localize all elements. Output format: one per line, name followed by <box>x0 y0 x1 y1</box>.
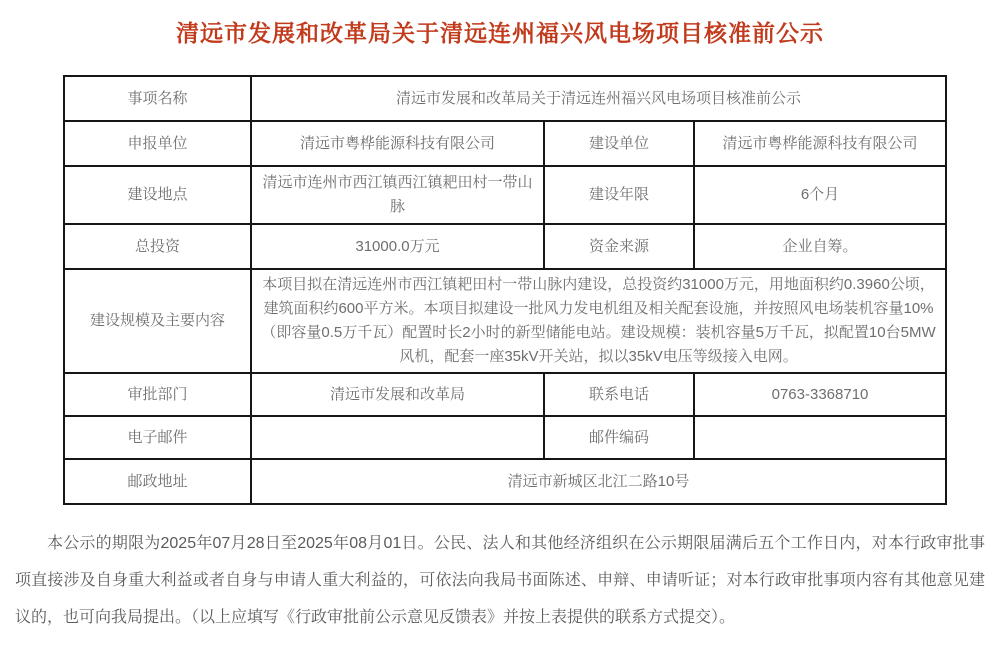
scale-content-label: 建设规模及主要内容 <box>64 269 251 373</box>
email-value <box>251 416 544 459</box>
mail-code-label: 邮件编码 <box>544 416 694 459</box>
fund-source-label: 资金来源 <box>544 224 694 269</box>
table-row <box>64 76 946 121</box>
postal-address-label: 邮政地址 <box>64 459 251 504</box>
total-invest-value: 31000.0万元 <box>251 224 544 269</box>
build-period-value: 6个月 <box>694 166 946 224</box>
declare-unit-label: 申报单位 <box>64 121 251 166</box>
fund-source-value: 企业自筹。 <box>694 224 946 269</box>
notice-paragraph: 本公示的期限为2025年07月28日至2025年08月01日。公民、法人和其他经济组织在公示期限届满后五个工作日内，对本行政审批事项直接涉及自身重大利益或者自身与申请人重大利益的，可依法向我局书面陈述、申辩、申请听证；对本行政审批事项内容有其他意见建议的，也可向我局提出。（以上应填写《行政审批前公示意见反馈表》并按上表提供的联系方式提交）。 <box>15 535 985 626</box>
declare-unit-value: 清远市粤桦能源科技有限公司 <box>251 121 544 166</box>
notice-table <box>63 75 947 505</box>
item-name-value: 清远市发展和改革局关于清远连州福兴风电场项目核准前公示 <box>251 76 946 121</box>
approval-dept-value: 清远市发展和改革局 <box>251 373 544 416</box>
mail-code-value <box>694 416 946 459</box>
total-invest-label: 总投资 <box>64 224 251 269</box>
build-period-label: 建设年限 <box>544 166 694 224</box>
table-row <box>64 269 946 373</box>
contact-phone-label: 联系电话 <box>544 373 694 416</box>
contact-phone-value: 0763-3368710 <box>694 373 946 416</box>
build-unit-label: 建设单位 <box>544 121 694 166</box>
table-row <box>64 459 946 504</box>
item-name-label: 事项名称 <box>64 76 251 121</box>
scale-content-value: 本项目拟在清远连州市西江镇耙田村一带山脉内建设，总投资约31000万元，用地面积约0.3960公顷，建筑面积约600平方米。本项目拟建设一批风力发电机组及相关配套设施，并按照风电场装机容量10%（即容量0.5万千瓦）配置时长2小时的新型储能电站。建设规模：装机容量5万千瓦，拟配置10台5MW风机，配套一座35kV开关站，拟以35kV电压等级接入电网。 <box>251 269 946 373</box>
email-label: 电子邮件 <box>64 416 251 459</box>
page-title: 清远市发展和改革局关于清远连州福兴风电场项目核准前公示 <box>176 20 824 46</box>
postal-address-value: 清远市新城区北江二路10号 <box>251 459 946 504</box>
table-row <box>64 166 946 224</box>
table-row <box>64 121 946 166</box>
approval-dept-label: 审批部门 <box>64 373 251 416</box>
build-location-label: 建设地点 <box>64 166 251 224</box>
table-row <box>64 373 946 416</box>
table-row <box>64 416 946 459</box>
build-unit-value: 清远市粤桦能源科技有限公司 <box>694 121 946 166</box>
table-row <box>64 224 946 269</box>
build-location-value: 清远市连州市西江镇西江镇耙田村一带山脉 <box>251 166 544 224</box>
